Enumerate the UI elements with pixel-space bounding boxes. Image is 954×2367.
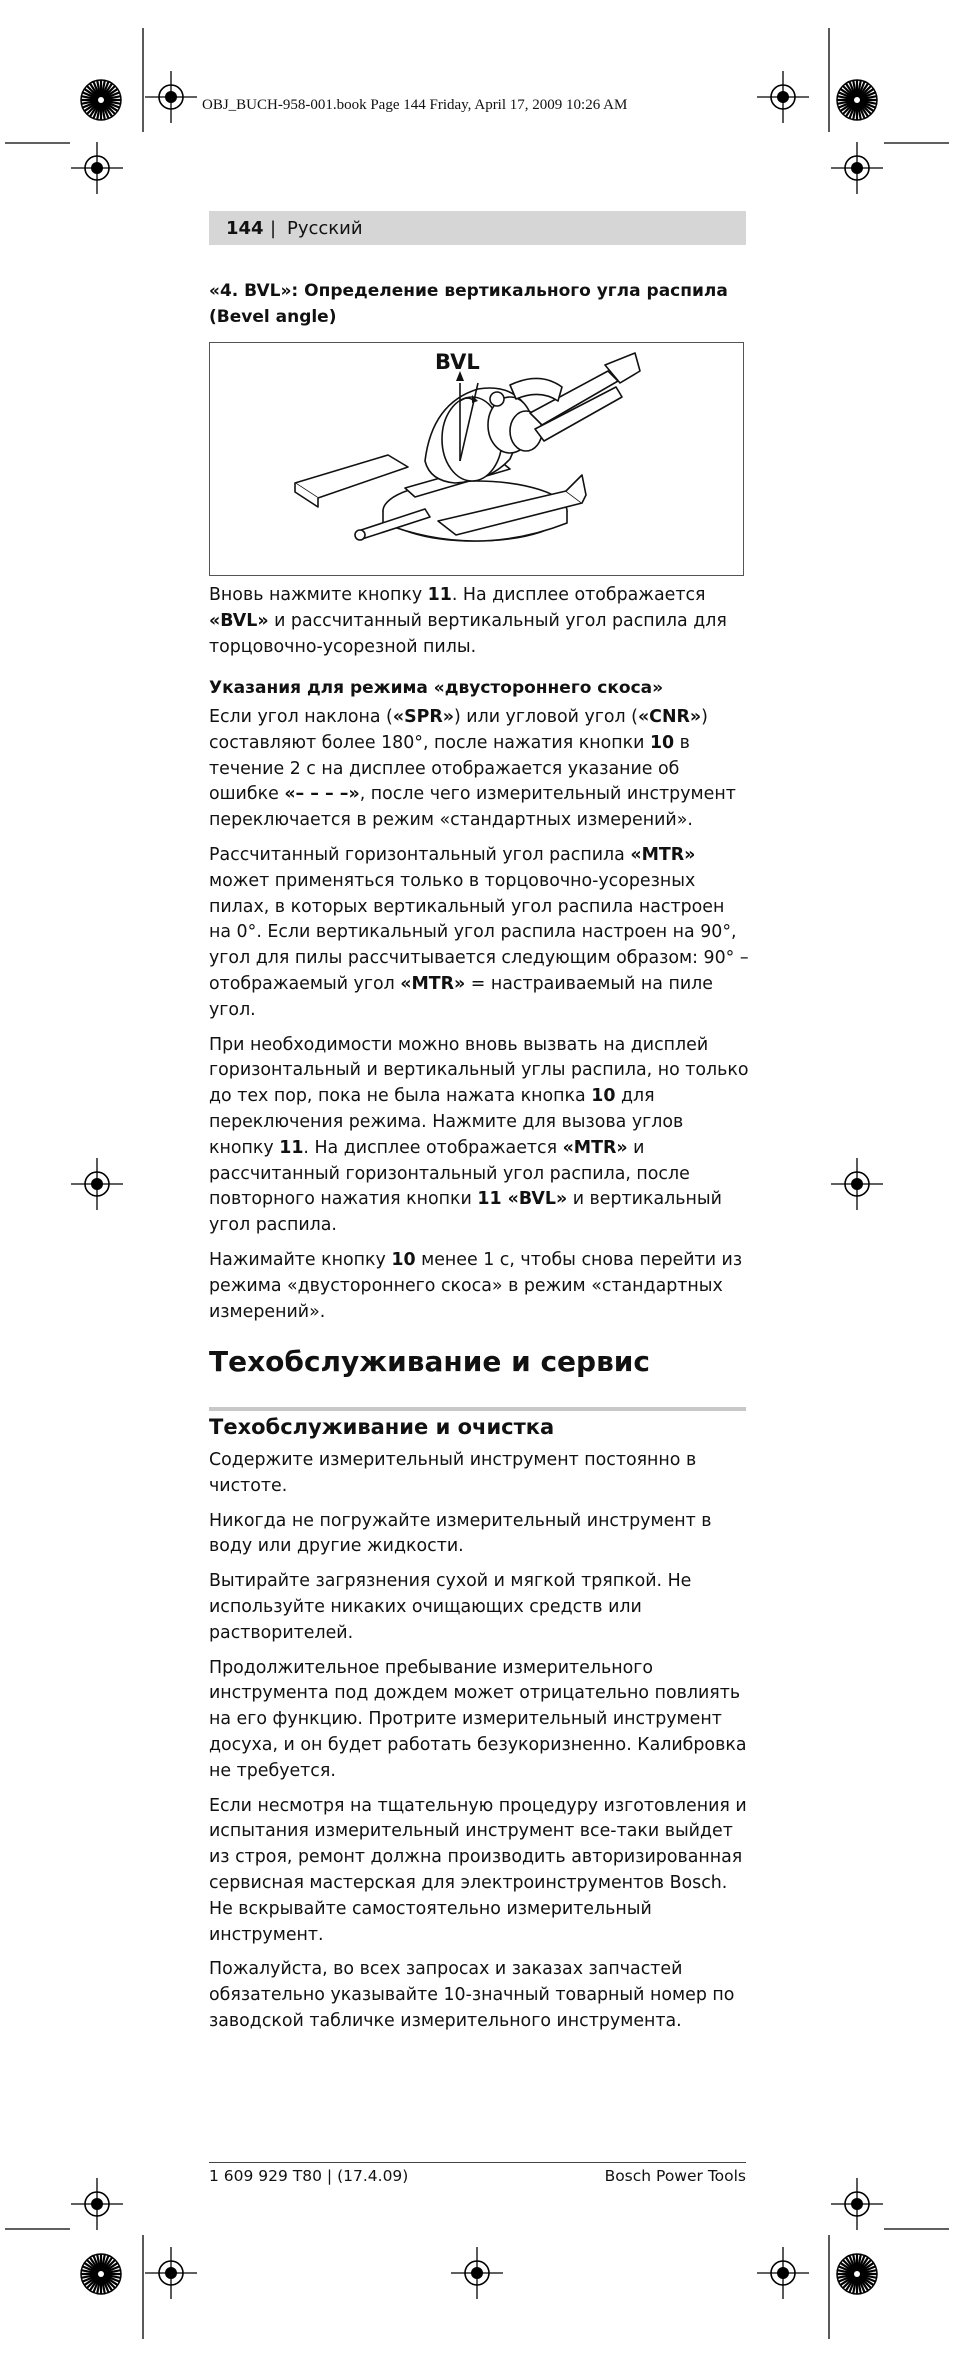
maintenance-subtitle: Техобслуживание и очистка xyxy=(209,1415,555,1439)
maintenance-paragraph: Если несмотря на тщательную процедуру изготовления и испытания измерительный инструмент все-таки выйдет из строя, ремонт должна производить авторизированная сервисная мастерская для электроинструментов Bosch. Не вскрывайте самостоятельно измерительный инструмент. xyxy=(209,1795,747,1945)
footer-document-id: 1 609 929 T80 | (17.4.09) xyxy=(209,2167,409,2185)
miter-saw-illustration xyxy=(210,343,743,575)
footer-brand: Bosch Power Tools xyxy=(604,2167,746,2185)
double-bevel-paragraph-4: Нажимайте кнопку 10 менее 1 с, чтобы снова перейти из режима «двустороннего скоса» в режим «стандартных измерений». xyxy=(209,1249,743,1322)
bvl-heading-line1: «4. BVL»: Определение вертикального угла распила xyxy=(209,281,728,301)
color-rosette-bottom-left xyxy=(81,2254,121,2294)
color-rosette-bottom-right xyxy=(837,2254,877,2294)
maintenance-paragraph: Пожалуйста, во всех запросах и заказах запчастей обязательно указывайте 10-значный товарный номер по заводской табличке измерительного инструмента. xyxy=(209,1959,735,2031)
bvl-body xyxy=(209,583,749,660)
bvl-paragraph: Вновь нажмите кнопку 11. На дисплее отображается «BVL» и рассчитанный вертикальный угол распила для торцовочно-усорезной пилы. xyxy=(209,585,727,657)
double-bevel-body xyxy=(209,705,749,1325)
double-bevel-heading: Указания для режима «двустороннего скоса» xyxy=(209,678,664,698)
footer-rule xyxy=(209,2162,746,2163)
file-header: OBJ_BUCH-958-001.book Page 144 Friday, April 17, 2009 10:26 AM xyxy=(202,97,628,113)
maintenance-title: Техобслуживание и сервис xyxy=(209,1345,651,1378)
double-bevel-paragraph-2: Рассчитанный горизонтальный угол распила «MTR» может применяться только в торцовочно-усорезных пилах, в которых вертикальный угол распила настроен на 0°. Если вертикальный угол распила настроен на 90°, угол для пилы рассчитывается следующим образом: 90° – отображаемый угол «MTR» = настраиваемый на пиле угол. xyxy=(209,844,749,1020)
maintenance-paragraph: Продолжительное пребывание измерительного инструмента под дождем может отрицательно повлиять на его функцию. Протрите измерительный инструмент досуха, и он будет работать безукоризненно. Калибровка не требуется. xyxy=(209,1657,747,1781)
color-rosette-top-right xyxy=(837,80,877,120)
bvl-section-heading xyxy=(209,278,749,330)
maintenance-paragraph: Вытирайте загрязнения сухой и мягкой тряпкой. Не используйте никаких очищающих средств или растворителей. xyxy=(209,1571,692,1643)
page-language: Русский xyxy=(287,218,363,239)
color-rosette-top-left xyxy=(81,80,121,120)
page-header-bar xyxy=(209,211,746,245)
page-separator: | xyxy=(270,218,277,239)
section-divider xyxy=(209,1407,746,1411)
bevel-angle-figure xyxy=(209,342,744,576)
double-bevel-paragraph-3: При необходимости можно вновь вызвать на дисплей горизонтальный и вертикальный углы распила, но только до тех пор, пока не была нажата кнопка 10 для переключения режима. Нажмите для вызова углов кнопку 11. На дисплее отображается «MTR» и рассчитанный горизонтальный угол распила, после повторного нажатия кнопки 11 «BVL» и вертикальный угол распила. xyxy=(209,1034,749,1236)
bvl-figure-label: BVL xyxy=(435,350,480,374)
page-number: 144 xyxy=(226,218,264,239)
double-bevel-paragraph-1: Если угол наклона («SPR») или угловой угол («CNR») составляют более 180°, после нажатия кнопки 10 в течение 2 с на дисплее отображается указание об ошибке «– – – –», после чего измерительный инструмент переключается в режим «стандартных измерений». xyxy=(209,707,736,831)
maintenance-paragraph: Содержите измерительный инструмент постоянно в чистоте. xyxy=(209,1450,697,1496)
maintenance-body xyxy=(209,1448,749,2035)
bvl-heading-line2: (Bevel angle) xyxy=(209,307,337,327)
maintenance-paragraph: Никогда не погружайте измерительный инструмент в воду или другие жидкости. xyxy=(209,1510,712,1557)
